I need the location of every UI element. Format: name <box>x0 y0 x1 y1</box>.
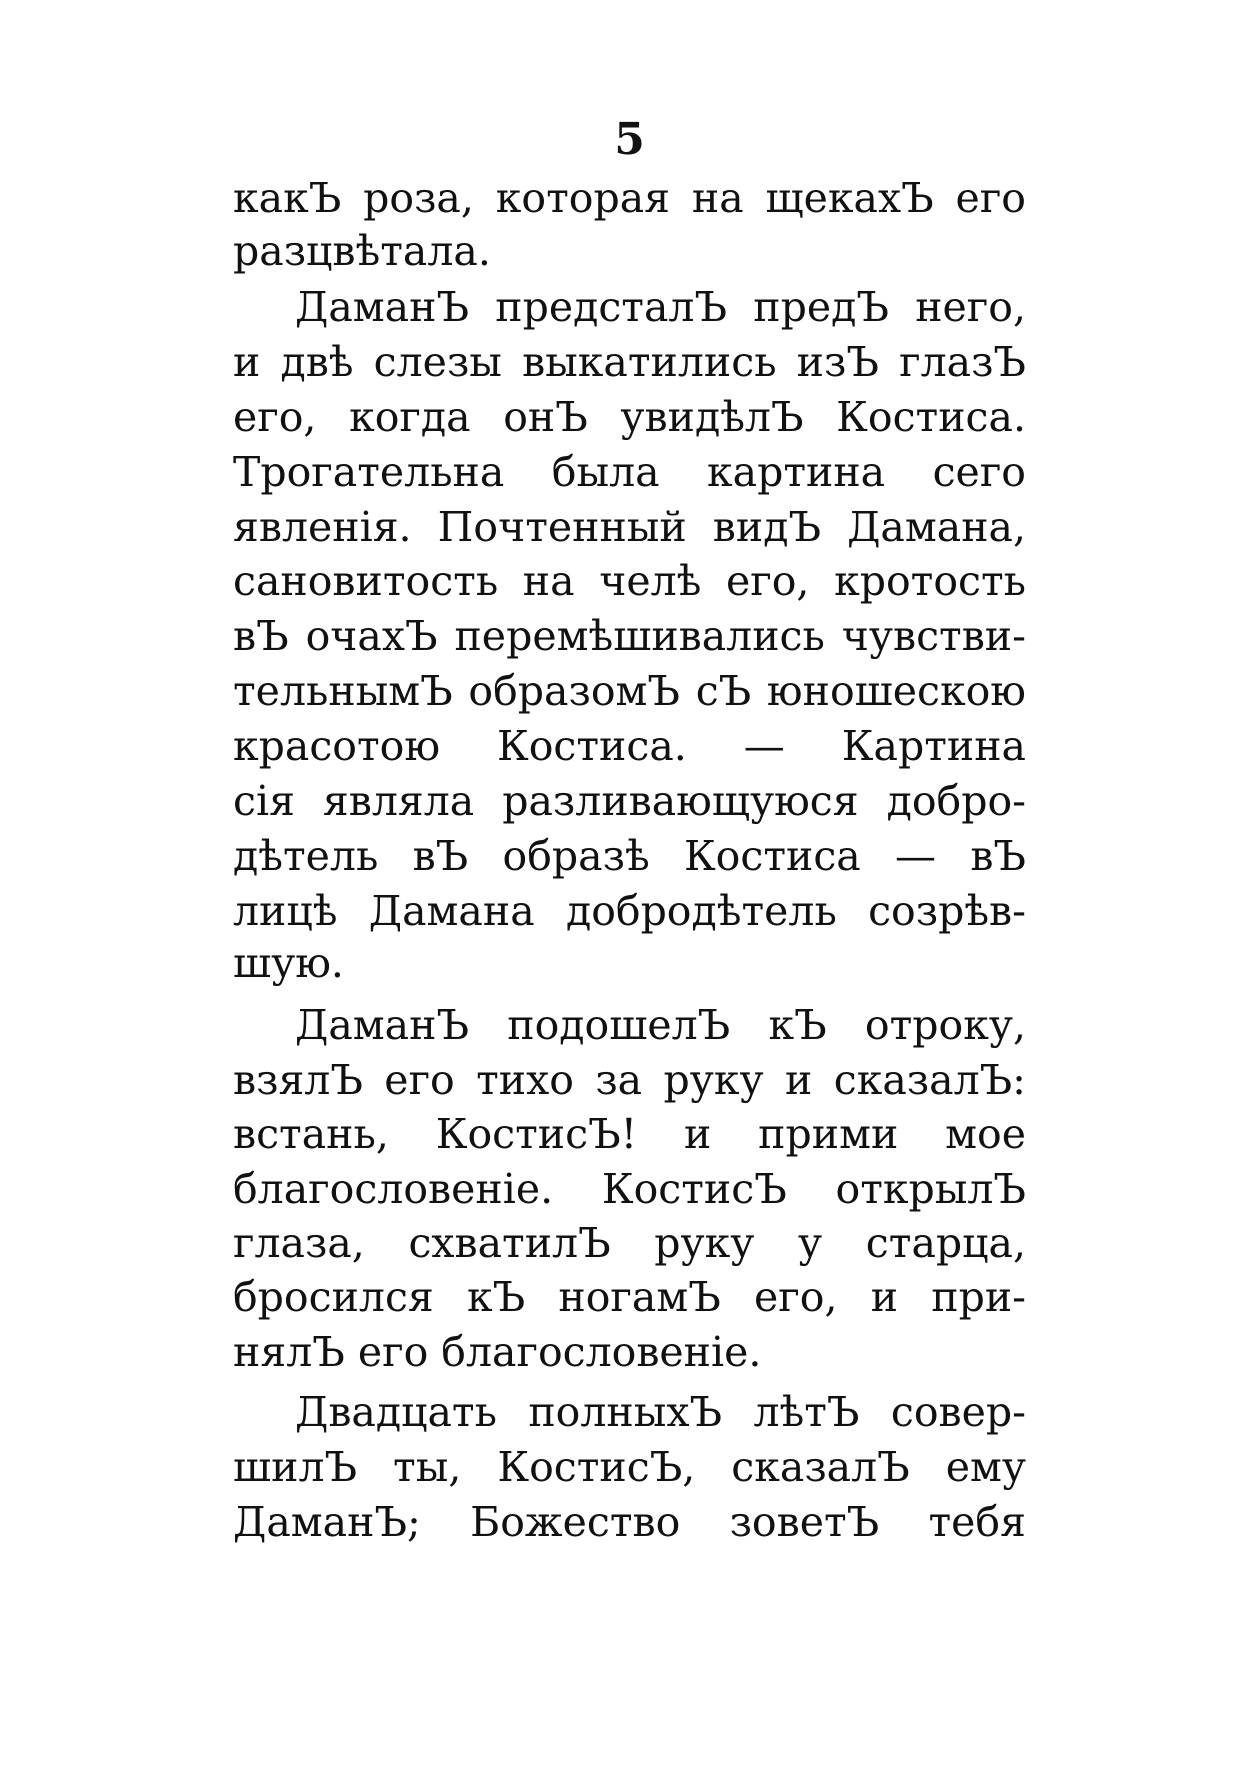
text-line: какЪ роза, которая на щекахЪ его <box>233 174 1026 222</box>
text-line: нялЪ его благословеніе. <box>233 1328 762 1376</box>
text-line: явленія. Почтенный видЪ Дамана, <box>233 503 1026 551</box>
text-line: тельнымЪ образомЪ сЪ юношескою <box>233 667 1026 715</box>
text-line: шилЪ ты, КостисЪ, сказалЪ ему <box>233 1443 1026 1491</box>
text-line: бросился кЪ ногамЪ его, и при- <box>233 1273 1026 1321</box>
text-line: шую. <box>233 939 344 987</box>
text-line: ДаманЪ предсталЪ предЪ него, <box>295 283 1026 331</box>
text-line: вЪ очахЪ перемѣшивались чувстви- <box>233 612 1026 660</box>
text-line: встань, КостисЪ! и прими мое <box>233 1110 1026 1158</box>
text-line: лицѣ Дамана добродѣтель созрѣв- <box>233 887 1026 935</box>
text-line: ДаманЪ; Божество зоветЪ тебя <box>233 1498 1026 1546</box>
page-number: 5 <box>614 114 645 165</box>
text-line: глаза, схватилЪ руку у старца, <box>233 1219 1026 1267</box>
text-line: красотою Костиса. — Картина <box>233 722 1026 770</box>
text-line: сановитость на челѣ его, кротость <box>233 557 1026 605</box>
text-line: сія являла разливающуюся добро- <box>233 777 1026 825</box>
text-line: Двадцать полныхЪ лѣтЪ совер- <box>295 1388 1026 1436</box>
text-line: благословеніе. КостисЪ открылЪ <box>233 1165 1026 1213</box>
text-line: его, когда онЪ увидѣлЪ Костиса. <box>233 393 1026 441</box>
text-line: и двѣ слезы выкатились изЪ глазЪ <box>233 338 1026 386</box>
text-line: Трогательна была картина сего <box>233 448 1026 496</box>
text-line: ДаманЪ подошелЪ кЪ отроку, <box>295 1001 1026 1049</box>
text-line: взялЪ его тихо за руку и сказалЪ: <box>233 1056 1026 1104</box>
text-line: дѣтель вЪ образѣ Костиса — вЪ <box>233 832 1026 880</box>
text-line: разцвѣтала. <box>233 227 491 275</box>
